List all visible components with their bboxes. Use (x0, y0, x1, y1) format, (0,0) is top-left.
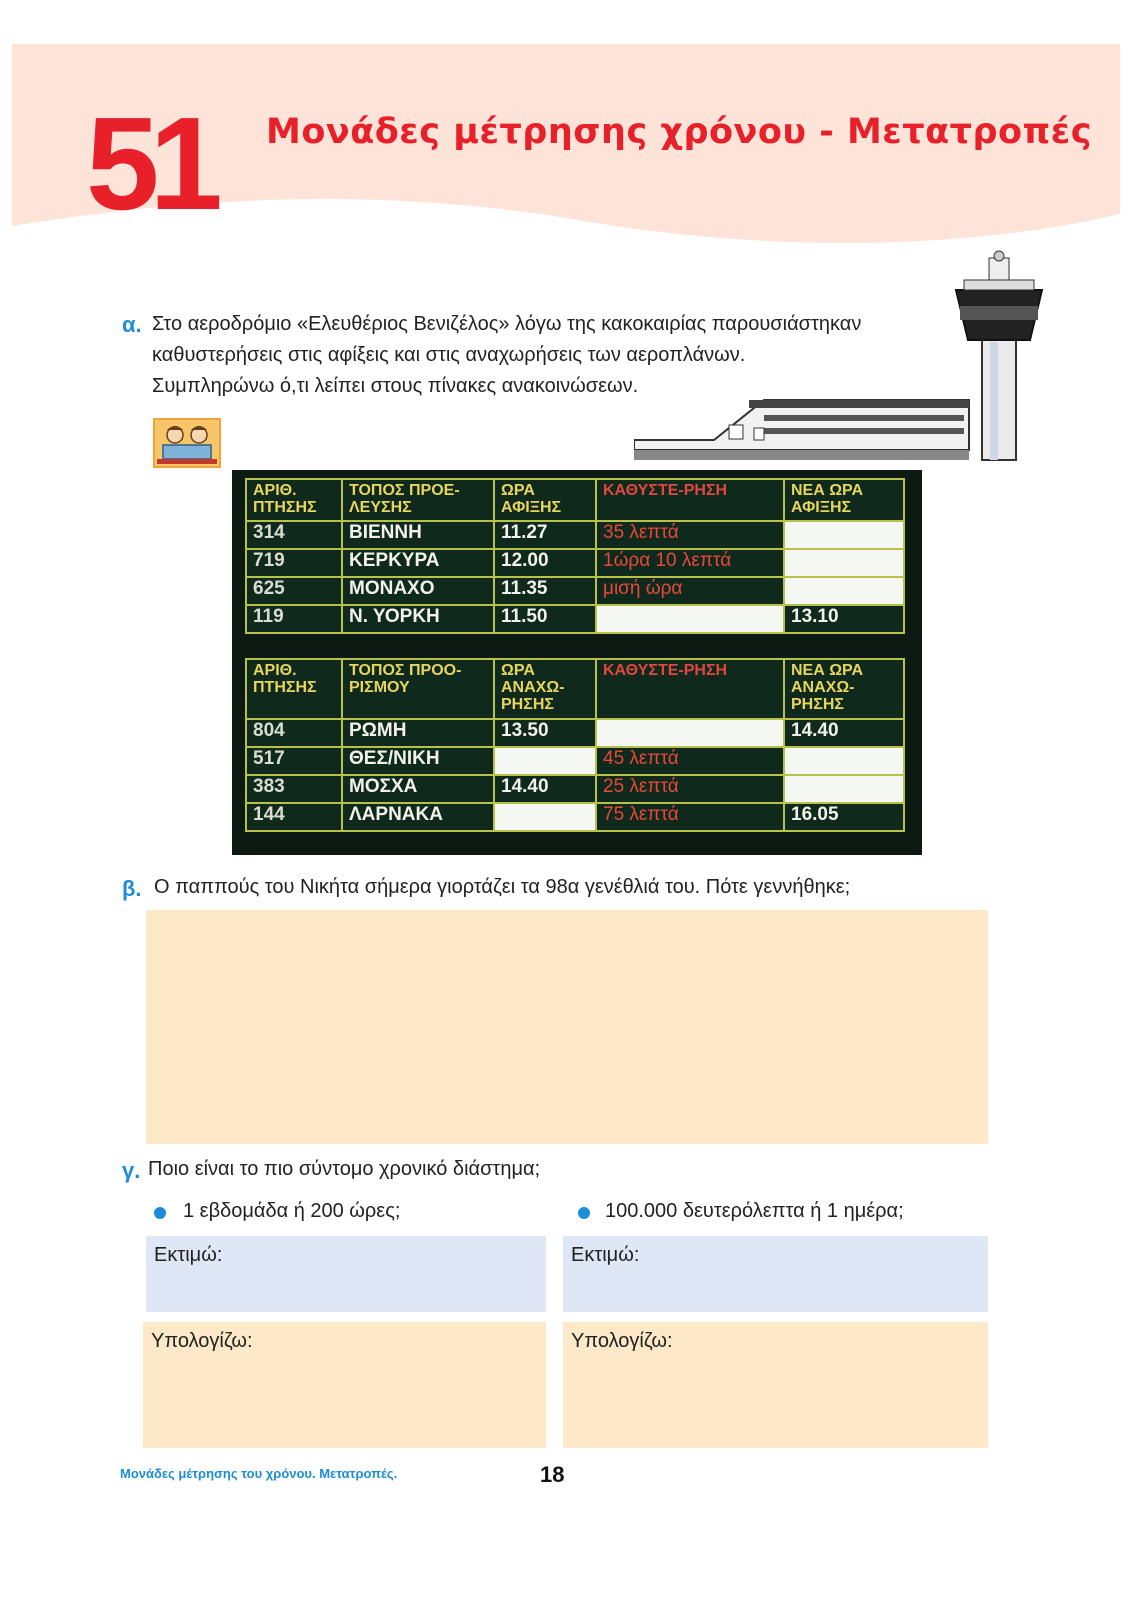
header-new-departure-time: ΝΕΑ ΩΡΑ ΑΝΑΧΩ-ΡΗΣΗΣ (784, 659, 904, 719)
bullet-icon (578, 1207, 590, 1219)
new-time-blank[interactable] (784, 775, 904, 803)
origin: ΚΕΡΚΥΡΑ (342, 549, 494, 577)
flight-number: 719 (246, 549, 342, 577)
page-number: 18 (540, 1462, 565, 1487)
header-departure-time: ΩΡΑ ΑΝΑΧΩ-ΡΗΣΗΣ (494, 659, 596, 719)
exercise-c-text: Ποιο είναι το πιο σύντομο χρονικό διάστημα; (148, 1158, 541, 1180)
departure-time: 13.50 (494, 719, 596, 747)
delay: 75 λεπτά (596, 803, 784, 831)
header-delay: ΚΑΘΥΣΤΕ-ΡΗΣΗ (596, 479, 784, 521)
flight-information-board (232, 470, 922, 855)
estimate-box-2[interactable] (563, 1236, 988, 1312)
table-header-row (246, 659, 904, 719)
exercise-b-answer-box[interactable] (146, 910, 988, 1144)
flight-number: 804 (246, 719, 342, 747)
departure-time-blank[interactable] (494, 747, 596, 775)
exercise-c-option-1: 1 εβδομάδα ή 200 ώρες; (183, 1200, 401, 1222)
bullet-icon (154, 1207, 166, 1219)
departures-table (245, 658, 905, 832)
table-row (246, 747, 904, 775)
estimate-label: Εκτιμώ: (571, 1244, 640, 1266)
exercise-a-letter: α. (122, 312, 142, 337)
footer-caption: Μονάδες μέτρησης του χρόνου. Μετατροπές. (120, 1466, 398, 1481)
new-time-blank[interactable] (784, 747, 904, 775)
origin: ΜΟΝΑΧΟ (342, 577, 494, 605)
exercise-c-letter: γ. (122, 1158, 141, 1183)
table-row (246, 775, 904, 803)
table-row (246, 605, 904, 633)
table-row (246, 549, 904, 577)
table-row (246, 719, 904, 747)
destination: ΡΩΜΗ (342, 719, 494, 747)
flight-number: 383 (246, 775, 342, 803)
exercise-a-line: καθυστερήσεις στις αφίξεις και στις αναχωρήσεις των αεροπλάνων. (152, 344, 746, 366)
estimate-box-1[interactable] (146, 1236, 546, 1312)
destination: ΘΕΣ/ΝΙΚΗ (342, 747, 494, 775)
delay-blank[interactable] (596, 605, 784, 633)
exercise-b-letter: β. (122, 876, 142, 901)
new-time-blank[interactable] (784, 521, 904, 549)
new-time: 14.40 (784, 719, 904, 747)
new-time-blank[interactable] (784, 549, 904, 577)
table-header-row (246, 479, 904, 521)
flight-number: 144 (246, 803, 342, 831)
header-delay: ΚΑΘΥΣΤΕ-ΡΗΣΗ (596, 659, 784, 719)
destination: ΜΟΣΧΑ (342, 775, 494, 803)
lesson-number: 51 (86, 90, 213, 237)
flight-number: 517 (246, 747, 342, 775)
delay: 25 λεπτά (596, 775, 784, 803)
calculate-box-1[interactable] (143, 1322, 546, 1448)
exercise-b-text: Ο παππούς του Νικήτα σήμερα γιορτάζει τα 98α γενέθλιά του. Πότε γεννήθηκε; (154, 876, 851, 898)
delay: 35 λεπτά (596, 521, 784, 549)
airport-tower-illustration (634, 250, 1054, 464)
exercise-a-line: Στο αεροδρόμιο «Ελευθέριος Βενιζέλος» λόγω της κακοκαιρίας παρουσιάστηκαν (152, 313, 862, 335)
destination: ΛΑΡΝΑΚΑ (342, 803, 494, 831)
calculate-label: Υπολογίζω: (571, 1330, 673, 1352)
header-arrival-time: ΩΡΑ ΑΦΙΞΗΣ (494, 479, 596, 521)
header-flight-number: ΑΡΙΘ. ΠΤΗΣΗΣ (246, 659, 342, 719)
group-work-icon (153, 418, 221, 468)
departure-time: 14.40 (494, 775, 596, 803)
new-time-blank[interactable] (784, 577, 904, 605)
arrival-time: 11.27 (494, 521, 596, 549)
table-row (246, 803, 904, 831)
estimate-label: Εκτιμώ: (154, 1244, 223, 1266)
delay: 1ώρα 10 λεπτά (596, 549, 784, 577)
header-new-arrival-time: ΝΕΑ ΩΡΑ ΑΦΙΞΗΣ (784, 479, 904, 521)
arrival-time: 11.50 (494, 605, 596, 633)
arrivals-table (245, 478, 905, 634)
origin: ΒΙΕΝΝΗ (342, 521, 494, 549)
exercise-a-line: Συμπληρώνω ό,τι λείπει στους πίνακες ανακοινώσεων. (152, 375, 639, 397)
flight-number: 314 (246, 521, 342, 549)
delay-blank[interactable] (596, 719, 784, 747)
calculate-label: Υπολογίζω: (151, 1330, 253, 1352)
delay: μισή ώρα (596, 577, 784, 605)
header-origin: ΤΟΠΟΣ ΠΡΟΕ-ΛΕΥΣΗΣ (342, 479, 494, 521)
table-row (246, 521, 904, 549)
lesson-title: Μονάδες μέτρησης χρόνου - Μετατροπές (266, 112, 1093, 152)
flight-number: 625 (246, 577, 342, 605)
calculate-box-2[interactable] (563, 1322, 988, 1448)
exercise-c-option-2: 100.000 δευτερόλεπτα ή 1 ημέρα; (605, 1200, 904, 1222)
arrival-time: 11.35 (494, 577, 596, 605)
header-destination: ΤΟΠΟΣ ΠΡΟΟ-ΡΙΣΜΟΥ (342, 659, 494, 719)
new-time: 16.05 (784, 803, 904, 831)
arrival-time: 12.00 (494, 549, 596, 577)
origin: Ν. ΥΟΡΚΗ (342, 605, 494, 633)
departure-time-blank[interactable] (494, 803, 596, 831)
delay: 45 λεπτά (596, 747, 784, 775)
new-time: 13.10 (784, 605, 904, 633)
flight-number: 119 (246, 605, 342, 633)
header-flight-number: ΑΡΙΘ. ΠΤΗΣΗΣ (246, 479, 342, 521)
table-row (246, 577, 904, 605)
